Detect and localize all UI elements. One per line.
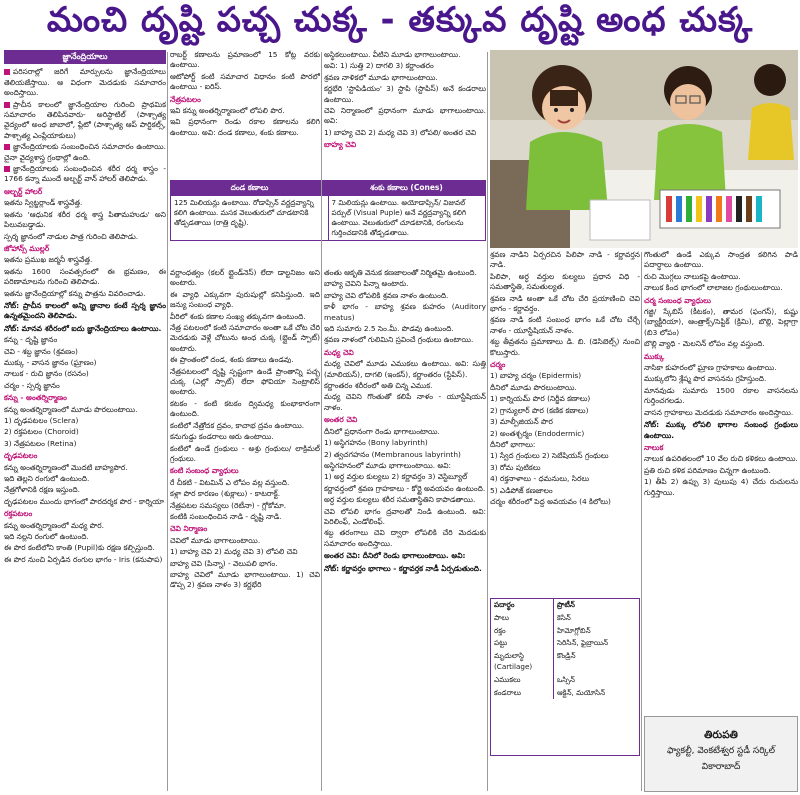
paragraph: రాబర్ట్ కణాలను ప్రమాణంలో 15 కోట్ల వరకు ఉంటాయి. bbox=[170, 50, 320, 70]
paragraph: కన్ను అంతర్నిర్మాణంలో మధ్య పొర. bbox=[4, 520, 104, 530]
paragraph: కంటిలో నేత్రోదక ద్రవం, కాచాభ ద్రవం ఉంటాయి. bbox=[170, 420, 305, 430]
subheading: రక్తపటలం bbox=[4, 509, 33, 519]
paragraph: తంతు ఆకృతి వెనుక కణజాలంతో నిర్మితమై ఉంటుంది. bbox=[324, 268, 477, 277]
paragraph: పరిసరాల్లో జరిగే మార్పులను జ్ఞానేంద్రియాలు తెలియజేస్తాయి. ఆ విధంగా మెదడుకు సమాచారం అందిస్తాయి. bbox=[4, 67, 166, 98]
paragraph: శబ్ద తీవ్రతను ప్రమాణాలు డి. బి. (డెసిబెల్స్) నుంచి కొలుస్తారు. bbox=[490, 337, 640, 357]
table-header: శంకు కణాలు (Cones) bbox=[328, 181, 485, 196]
table-header: దండ కణాలు bbox=[171, 181, 328, 196]
list-item: చర్మం - స్పర్శ జ్ఞానం bbox=[4, 380, 60, 390]
paragraph: అంతర చెవి: దీనిలో రెండు భాగాలుంటాయి. అవి: bbox=[324, 551, 466, 561]
paragraph: వర్ణాంధత్వం (కలర్ బ్లైండ్‌నెస్) లేదా డాల్టనిజం అని అంటారు. bbox=[170, 268, 320, 288]
paragraph: ఇది తెల్లని రంగులో ఉంటుంది. bbox=[4, 474, 90, 484]
protein-table bbox=[490, 598, 640, 756]
paragraph: రే చీకటి - విటమిన్ ఎ లోపం వల్ల వస్తుంది. bbox=[170, 477, 290, 487]
paragraph: శబ్ద తరంగాలు చెవి ద్వారా లోపలికి చేరి మెదడుకు సమాచారం అందిస్తాయి. bbox=[324, 528, 486, 548]
paragraph: ఇది సుమారు 2.5 సెం.మీ. పొడవు ఉంటుంది. bbox=[324, 324, 454, 334]
column-2-bottom bbox=[170, 268, 320, 795]
paragraph: కాళీ భాగం - బాహ్య శ్రవణ కుహరం (Auditory meatus) bbox=[324, 302, 486, 322]
table-row: మృదులాస్థి (Cartilage) కొండ్రిన్ bbox=[491, 650, 639, 674]
paragraph: 1) బాహ్య చెవి 2) మధ్య చెవి 3) లోపలి చెవి bbox=[170, 547, 298, 557]
list-item: 4) రక్తనాళాలు - ధమనులు, సిరలు bbox=[490, 474, 590, 484]
bullet-icon bbox=[4, 69, 10, 75]
table-header: పదార్థం bbox=[494, 600, 515, 609]
paragraph: గొంతులో ఉండే ఎక్కువ సాంద్రత కలిగిన పాడి పదార్థాలు ఉంటాయి. bbox=[644, 250, 798, 270]
note: నోట్: కర్ణావర్తం భాగాలు - కర్ణావర్తక నాడీ ఏర్పడుతుంది. bbox=[324, 563, 482, 573]
paragraph: కర్ణభేరి 'స్టాపిడియం' 3) స్టాపి (స్టాపిస్) అనే కండరాలు ఉంటాయి. bbox=[324, 84, 486, 104]
paragraph: కనుగుడ్డు కండరాలు ఆరు ఉంటాయి. bbox=[170, 432, 274, 442]
paragraph: రుచి మొగ్గలు నాలుకపై ఉంటాయి. bbox=[644, 271, 741, 281]
paragraph: నాసికా కుహరంలో ఘ్రాణ గ్రాహకాలు ఉంటాయి. bbox=[644, 363, 777, 373]
table-row: ఎముకలు ఒస్సిన్ bbox=[491, 674, 639, 687]
paragraph: 1) తీపి 2) ఉప్పు 3) పులుపు 4) చేదు రుచులను గుర్తిస్తాయి. bbox=[644, 477, 798, 497]
author-box bbox=[644, 716, 798, 792]
paragraph: ఇతను జ్ఞానేంద్రియాల్లో కన్ను పాత్రను వివరించాడు. bbox=[4, 288, 146, 298]
paragraph: ఈ ప్రాంతంలో దండ, శంకు కణాలు ఉండవు. bbox=[170, 355, 294, 365]
bullet-icon bbox=[4, 166, 10, 172]
column-3-top bbox=[324, 50, 486, 178]
table-row: పట్టు సెరిసిన్, ఫైబ్రాయిన్ bbox=[491, 637, 639, 650]
paragraph: ఇవి కన్ను అంతర్నిర్మాణంలో లోపలి పొర. bbox=[170, 106, 285, 116]
paragraph: నేత్ర పటలంలో కంటి సమాచారం అంతా ఒకే చోట చేరి మెదడుకు వెళ్లే చోటును అంధ చుక్క (బ్లైండ్ స్పాట్) అంటారు. bbox=[170, 323, 320, 353]
list-item: 1) దృఢపటలం (Sclera) bbox=[4, 416, 79, 425]
subheading: ముక్కు bbox=[644, 351, 665, 361]
paragraph: దీనిలో భాగాలు: bbox=[490, 439, 536, 449]
subheading: నాలుక bbox=[644, 442, 664, 452]
classroom-photo bbox=[490, 50, 798, 248]
paragraph: మధ్య చెవిలో మూడు ఎముకలు ఉంటాయి. అవి: సుత్తి (మాలియస్), దాగలి (ఇంకస్), కర్ణాంతరం (స్టేపిస్). bbox=[324, 359, 486, 379]
paragraph: కంటికి సంబంధించిన నాడి - దృష్టి నాడి. bbox=[170, 511, 282, 521]
table-row: రక్తం హిమోగ్లోబిన్ bbox=[491, 625, 639, 638]
paragraph: చెవిలో మూడు భాగాలుంటాయి. bbox=[170, 535, 261, 545]
paragraph: కటకం - కంటి కటకం ద్విమధ్య కుంభాకారంగా ఉంటుంది. bbox=[170, 398, 320, 419]
paragraph: కన్ను అంతర్నిర్మాణంలో మూడు పొరలుంటాయి. bbox=[4, 404, 138, 414]
paragraph: అర్ధ వర్తుల కుల్యలు శరీర సమతాస్థితిని కాపాడతాయి. bbox=[324, 495, 476, 505]
subheading: మధ్య చెవి bbox=[324, 347, 354, 357]
paragraph: దీనిలో ప్రధానంగా రెండు భాగాలుంటాయి. bbox=[324, 426, 440, 436]
table-row: కండరాలు ఆక్టిన్, మయోసిన్ bbox=[491, 687, 639, 700]
paragraph: ముక్కులోని శ్లేష్మ పొర వాసనను గ్రహిస్తుంది. bbox=[644, 374, 767, 384]
subheading: ఆల్బర్ట్ హాలర్ bbox=[4, 186, 43, 196]
paragraph: కళ్లా పొర కారణం (శుక్లాలు) - కాటరాక్ట్. bbox=[170, 489, 281, 499]
list-item: 1) బాహ్య చర్మం (Epidermis) bbox=[490, 371, 582, 381]
paragraph: 1) బాహ్య చెవి 2) మధ్య చెవి 3) లోపలి/ అంతర చెవి bbox=[324, 127, 477, 137]
author-affiliation: ఫ్యాకల్టీ, వెంకటేశ్వర స్టడీ సర్కిల్ bbox=[666, 746, 776, 756]
list-item: 3) నేత్రపటలం (Retina) bbox=[4, 438, 77, 448]
paragraph: శ్రవణ నాళికలో మూడు భాగాలుంటాయి. bbox=[324, 72, 438, 82]
list-item: 1) స్వేద గ్రంథులు 2) సెబేషియస్ గ్రంథులు bbox=[490, 451, 609, 461]
paragraph: కంటిలో ఉండే గ్రంథులు - అశ్రు గ్రంథులు/ లాక్రిమల్ గ్రంథులు. bbox=[170, 443, 320, 463]
note: నోట్: ముక్కు లోపలి భాగాల సంబంధ గ్రంథులు ఉంటాయి. bbox=[644, 420, 798, 440]
column-2-top bbox=[170, 50, 320, 178]
subheading: చర్మం bbox=[490, 360, 506, 370]
section-heading: జ్ఞానేంద్రియాలు bbox=[4, 50, 166, 64]
paragraph: శ్రవణ నాడిని ఏర్పరచిన పిలిపా నాడి - కర్ణావర్తన నాడి. bbox=[490, 250, 640, 270]
paragraph: దృఢపటలం ముందు భాగంలో పారదర్శక పొర - కార్నియా bbox=[4, 496, 165, 506]
column-1 bbox=[4, 50, 166, 795]
column-4 bbox=[490, 250, 640, 596]
subheading: జోహాన్స్ ముల్లర్ bbox=[4, 243, 50, 253]
note: నోట్: మానవ శరీరంలో ఐదు జ్ఞానేంద్రియాలు ఉంటాయి. bbox=[4, 323, 162, 333]
paragraph: మధ్య చెవిని గొంతుతో కలిపే నాళం - యూస్టేషియన్ నాళం. bbox=[324, 392, 486, 412]
paragraph: ఈ పొర నుంచి ఏర్పడిన రంగుల భాగం - Iris (కనుపాప) bbox=[4, 554, 163, 564]
paragraph: మానవుడు సుమారు 1500 రకాల వాసనలను గుర్తించగలడు. bbox=[644, 385, 798, 406]
paragraph: ఇతను 1600 సంవత్సరంలో ఈ భ్రమణం, ఈ పరిణామాలను గురించి తెలిపాడు. bbox=[4, 266, 166, 287]
subheading: కంటి సంబంధ వ్యాధులు bbox=[170, 466, 239, 476]
list-item: 1) కార్నియమ్ పొర (నిర్జీవ కణాలు) bbox=[490, 394, 591, 404]
table-cell: 125 మిలియన్లు ఉంటాయి. రోడాప్సిన్ వర్ణద్రవ్యాన్ని కలిగి ఉంటాయి. మసక వెలుతురులో చూడటానికి తోడ్పడతాయి (రాత్రి దృష్టి). bbox=[174, 198, 314, 227]
bullet-icon bbox=[4, 144, 10, 150]
list-item: 2) గ్రాన్యులార్ పొర (కణిక కణాలు) bbox=[490, 405, 589, 415]
paragraph: ప్రతి రుచి కళిక పరిమాణం చిన్నగా ఉంటుంది. bbox=[644, 465, 771, 475]
list-item: 5) ఎడిపోజ్ కణజాలం bbox=[490, 485, 553, 495]
paragraph: జ్ఞానేంద్రియాలకు సంబంధించిన శరీర ధర్మ శాస్త్రం - 1766 కన్నా ముందే అల్బర్ట్ వాన్ హాలర్ తెలిపాడు. bbox=[4, 164, 166, 184]
paragraph: పిలిపా, అర్ధ వర్తుల కుల్యలు ప్రధాన విధి - సమతాస్థితి, సమతుల్యత. bbox=[490, 271, 640, 292]
paragraph: వీరిలో శంకు కణాల సంఖ్య తక్కువగా ఉంటుంది. bbox=[170, 311, 306, 321]
subheading: అంతర చెవి bbox=[324, 415, 358, 425]
paragraph: చెవి నిర్మాణంలో ప్రధానంగా మూడు భాగాలుంటాయి. అవి: bbox=[324, 106, 486, 126]
paragraph: అవి: 1) సుత్తి 2) దాగలి 3) కర్ణాంతరం bbox=[324, 61, 434, 71]
bullet-icon bbox=[4, 102, 10, 108]
paragraph: ప్రాచీన కాలంలో జ్ఞానేంద్రియాల గురించి ప్రాథమిక సమాచారం తెలిపినవారు- అరిస్టాటిల్ (పాశ్చాత్య వైద్యంలో అంధ జాబాలో, ప్లేటో (పాశ్చాత్య ఆప్ పార్టికల్స్, పాశ్చాత్య ఎంప్లేయాకులు) bbox=[4, 99, 166, 140]
rods-cones-table bbox=[170, 180, 486, 241]
paragraph: వాసన గ్రాహకాలు మెదడుకు సమాచారం అందిస్తాయి. bbox=[644, 407, 794, 417]
paragraph: జ్ఞానేంద్రియాలకు సంబంధించిన సమాచారం ఉంటాయి. చైనా వైద్యశాస్త్ర గ్రంథాల్లో ఉంది. bbox=[4, 142, 166, 162]
paragraph: ఈ పొర కంటిలోని కాంతి (Pupil)కు రక్షణ కల్పిస్తుంది. bbox=[4, 543, 155, 553]
list-item: కన్ను - దృష్టి జ్ఞానం bbox=[4, 335, 58, 345]
subheading: దృఢపటలం bbox=[4, 451, 38, 461]
paragraph: బొల్లి వ్యాధి - మెలనిన్ లోపం వల్ల వస్తుంది. bbox=[644, 339, 765, 349]
paragraph: నేత్రగోళానికి రక్షణ ఇస్తుంది. bbox=[4, 485, 80, 495]
author-location: వికారాబాద్ bbox=[701, 762, 741, 772]
paragraph: ఇది నల్లని రంగులో ఉంటుంది. bbox=[4, 532, 89, 542]
paragraph: శ్రవణ నాడి అంతా ఒకే చోట చేరి ప్రయాణించి చెవి భాగం - కర్ణావర్తం. bbox=[490, 293, 640, 314]
paragraph: 1) అర్ధ వర్తుల కుల్యలు 2) కర్ణావర్తం 3) వెస్టిబ్యూల్ bbox=[324, 472, 468, 482]
list-item: 3) రోమ పుటికలు bbox=[490, 462, 541, 472]
paragraph: బాహ్య చెవి లోపలికి శ్రవణ నాళం ఉంటుంది. bbox=[324, 290, 449, 300]
subheading: చెవి నిర్మాణం bbox=[170, 524, 208, 534]
paragraph: బాహ్య చెవిని పిన్నా అంటారు. bbox=[324, 279, 409, 289]
table-cell: 7 మిలియన్లు ఉంటాయి. అయోడాప్సిన్/ విజువల్ పర్పుల్ (Visual Puple) అనే వర్ణద్రవ్యాన్ని కలిగి ఉంటాయి. వెలుతురులో చూడటానికి, రంగులను గుర్తించడానికి తోడ్పడతాయి. bbox=[328, 196, 486, 240]
paragraph: ఆటోపోర్ట్ కంటి సమాచార విధానం కంటి పొరలో ఉంటాయి - ఐరిస్. bbox=[170, 71, 320, 92]
column-divider bbox=[641, 252, 642, 791]
column-divider bbox=[167, 52, 168, 791]
author-name: తిరుపతి bbox=[704, 729, 738, 741]
list-item: చెవి - శబ్ద జ్ఞానం (శ్రవణం) bbox=[4, 346, 78, 356]
paragraph: శ్రవణ నాళంలో గులిమిని స్రవించే గ్రంథులు ఉంటాయి. bbox=[324, 335, 474, 345]
paragraph: ఇతను స్విట్జర్లాండ్ శాస్త్రవేత్త. bbox=[4, 198, 83, 208]
paragraph: అస్థిగహనంలో మూడు భాగాలుంటాయి. అవి: bbox=[324, 460, 452, 470]
subheading: కన్ను - అంతర్నిర్మాణం bbox=[4, 393, 67, 403]
list-item: 1) అస్థిగహనం (Bony labyrinth) bbox=[324, 438, 428, 448]
column-divider bbox=[487, 52, 488, 791]
list-item: 3) మాల్పీజియన్ పొర bbox=[490, 417, 553, 427]
paragraph: కన్ను అంతర్నిర్మాణంలో మొదటి బాహ్యపొర. bbox=[4, 462, 128, 472]
paragraph: శ్రవణ నాడి కంటి సంబంధ భాగం ఒకే చోట చేర్చే నాళం - యూస్టేషియన్ నాళం. bbox=[490, 315, 640, 335]
paragraph: నాలుక ఉపరితలంలో 10 వేల రుచి కళికలు ఉంటాయి. bbox=[644, 454, 798, 464]
column-3-bottom bbox=[324, 268, 486, 795]
paragraph: నేత్రపటలంలో దృష్టి స్పష్టంగా ఉండే ప్రాంతాన్ని పచ్చ చుక్క (ఎల్లో స్పాట్) లేదా ఫోవియా సెంట్రాలిస్ అంటారు. bbox=[170, 366, 320, 397]
page-title: మంచి దృష్టి పచ్చ చుక్క - తక్కువ దృష్టి అంధ చుక్క bbox=[46, 0, 754, 40]
list-item: 2) త్వచగహనం (Membranous labyrinth) bbox=[324, 449, 461, 459]
paragraph: నేత్రపటల సమస్యలు (రెటీనా) - గ్లోకోమా. bbox=[170, 500, 287, 510]
table-row: పాలు కెసిన్ bbox=[491, 612, 639, 625]
list-item: 2) అంతశ్చర్మం (Endodermic) bbox=[490, 428, 585, 438]
paragraph: గజ్జి/ స్కేబిస్ (కీటకం), తామర (ఫంగస్), కుష్టు (బ్యాక్టీరియా), ఆంత్రాక్స్/సెప్టిక్ (క్రిమి), బొల్లి, పెల్లాగ్రా (బి3 లోపం) bbox=[644, 307, 798, 337]
paragraph: ఇతను ప్రముఖ జర్మనీ శాస్త్రవేత్త. bbox=[4, 255, 93, 265]
list-item: 2) రక్తపటలం (Choroid) bbox=[4, 427, 79, 437]
paragraph: ఇతను 'ఆధునిక శరీర ధర్మ శాస్త్ర పితామహుడు' అని పిలువబడ్డాడు. bbox=[4, 209, 166, 230]
column-5 bbox=[644, 250, 798, 712]
list-item: నాలుక - రుచి జ్ఞానం (రసనం) bbox=[4, 369, 89, 379]
subheading: చర్మ సంబంధ వ్యాధులు bbox=[644, 295, 711, 305]
paragraph: కర్ణావర్తంలో శ్రవణ గ్రాహకాలు - కోర్టై అవయవం ఉంటుంది. bbox=[324, 483, 486, 493]
photo-illustration bbox=[490, 50, 798, 248]
paragraph: అస్థికలుంటాయి. వీటిని మూడు భాగాలుంటాయి. bbox=[324, 50, 461, 59]
paragraph: నాలుక కింద భాగంలో లాలాజల గ్రంథులుంటాయి. bbox=[644, 283, 783, 293]
paragraph: చెవి లోపలి భాగం ద్రవాలతో నిండి ఉంటుంది. అవి: పెరిలింఫ్, ఎండోలింఫ్. bbox=[324, 506, 486, 526]
subheading: బాహ్య చెవి bbox=[324, 140, 357, 150]
note: నోట్: ప్రాచీన కాలంలో అన్ని జ్ఞానాల కంటే స్పర్శ జ్ఞానం ఉన్నతమైందని తెలిపాడు. bbox=[4, 300, 166, 321]
subheading: నేత్రపటలం bbox=[170, 94, 201, 104]
column-divider bbox=[321, 52, 322, 791]
paragraph: చర్మం శరీరంలో పెద్ద అవయవం (4 కిలోలు) bbox=[490, 496, 611, 506]
list-item: ముక్కు - వాసన జ్ఞానం (ఘ్రాణం) bbox=[4, 357, 97, 367]
table-header: ప్రొటీన్ bbox=[553, 599, 639, 612]
paragraph: స్పర్శ జ్ఞానంలో నాడుల పాత్ర గురించి తెలిపాడు. bbox=[4, 231, 139, 241]
paragraph: ఈ వ్యాధి ఎక్కువగా పురుషుల్లో కనిపిస్తుంది. ఇది జన్యు సంబంధ వ్యాధి. bbox=[170, 289, 320, 310]
paragraph: కర్ణాంతరం శరీరంలో అతి చిన్న ఎముక. bbox=[324, 381, 433, 391]
paragraph: బాహ్య చెవిలో మూడు భాగాలుంటాయి. 1) చెవి డొప్ప 2) శ్రవణ నాళం 3) కర్ణభేరి bbox=[170, 569, 320, 590]
paragraph: బాహ్య చెవి (పిన్నా) - వెలుపలి భాగం. bbox=[170, 558, 278, 568]
paragraph: ఇవి ప్రధానంగా రెండు రకాల కణాలను కలిగి ఉంటాయి. అవి: దండ కణాలు, శంకు కణాలు. bbox=[170, 117, 320, 137]
paragraph: దీనిలో మూడు పొరలుంటాయి. bbox=[490, 382, 577, 392]
